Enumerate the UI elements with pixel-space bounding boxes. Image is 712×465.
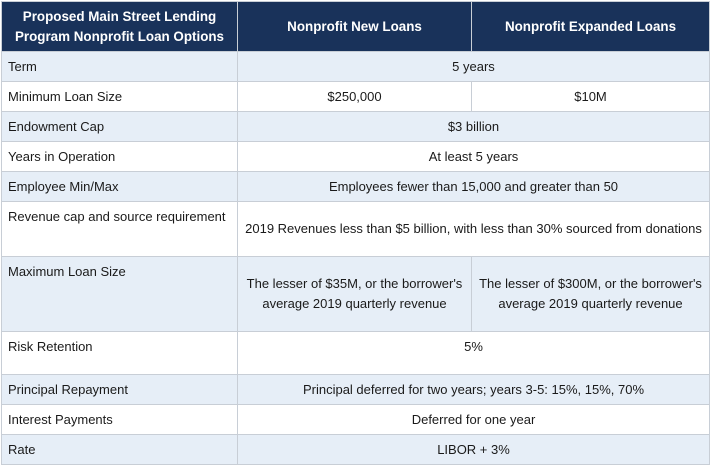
row-label: Years in Operation bbox=[2, 142, 238, 172]
nonprofit-loan-options-table bbox=[1, 1, 710, 465]
header-row bbox=[2, 2, 710, 52]
row-label: Endowment Cap bbox=[2, 112, 238, 142]
row-value-merged: $3 billion bbox=[238, 112, 710, 142]
header-expanded-loans: Nonprofit Expanded Loans bbox=[472, 2, 710, 52]
row-principal-repayment bbox=[2, 375, 710, 405]
row-label: Risk Retention bbox=[2, 332, 238, 375]
row-label: Principal Repayment bbox=[2, 375, 238, 405]
row-value-new-loans: The lesser of $35M, or the borrower's average 2019 quarterly revenue bbox=[238, 257, 472, 332]
row-label: Minimum Loan Size bbox=[2, 82, 238, 112]
header-program-options: Proposed Main Street Lending Program Nonprofit Loan Options bbox=[2, 2, 238, 52]
row-value-merged: Employees fewer than 15,000 and greater than 50 bbox=[238, 172, 710, 202]
row-label: Employee Min/Max bbox=[2, 172, 238, 202]
row-value-merged: 5 years bbox=[238, 52, 710, 82]
row-rate bbox=[2, 435, 710, 465]
row-years-in-operation bbox=[2, 142, 710, 172]
row-interest-payments bbox=[2, 405, 710, 435]
row-label: Maximum Loan Size bbox=[2, 257, 238, 332]
row-maximum-loan-size bbox=[2, 257, 710, 332]
row-value-merged: Principal deferred for two years; years 3-5: 15%, 15%, 70% bbox=[238, 375, 710, 405]
row-employee-min-max bbox=[2, 172, 710, 202]
header-new-loans: Nonprofit New Loans bbox=[238, 2, 472, 52]
row-minimum-loan-size bbox=[2, 82, 710, 112]
row-label: Revenue cap and source requirement bbox=[2, 202, 238, 257]
row-value-merged: LIBOR + 3% bbox=[238, 435, 710, 465]
row-label: Rate bbox=[2, 435, 238, 465]
row-revenue-cap bbox=[2, 202, 710, 257]
row-label: Term bbox=[2, 52, 238, 82]
row-value-expanded-loans: The lesser of $300M, or the borrower's average 2019 quarterly revenue bbox=[472, 257, 710, 332]
row-value-expanded-loans: $10M bbox=[472, 82, 710, 112]
row-value-new-loans: $250,000 bbox=[238, 82, 472, 112]
row-label: Interest Payments bbox=[2, 405, 238, 435]
row-value-merged: 5% bbox=[238, 332, 710, 375]
row-value-merged: Deferred for one year bbox=[238, 405, 710, 435]
row-risk-retention bbox=[2, 332, 710, 375]
row-term bbox=[2, 52, 710, 82]
row-value-merged: At least 5 years bbox=[238, 142, 710, 172]
row-value-merged: 2019 Revenues less than $5 billion, with less than 30% sourced from donations bbox=[238, 202, 710, 257]
row-endowment-cap bbox=[2, 112, 710, 142]
